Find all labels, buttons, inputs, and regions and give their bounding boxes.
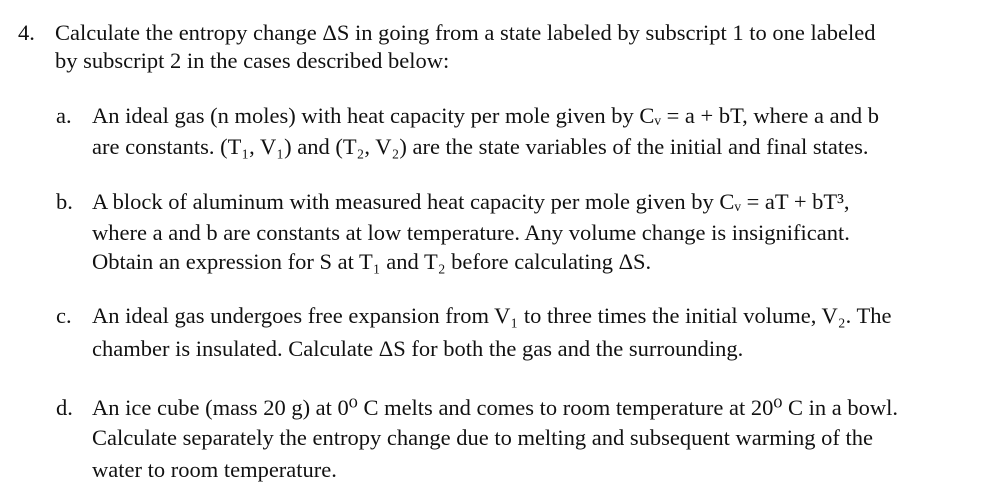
part-d-line-3: water to room temperature.	[92, 457, 337, 482]
part-c-line-1: An ideal gas undergoes free expansion from V₁ to three times the initial volume, V₂. The	[92, 303, 892, 328]
part-d-label: d.	[56, 395, 73, 420]
part-b-line-3: Obtain an expression for S at T₁ and T₂ before calculating ΔS.	[92, 249, 652, 274]
part-b-label: b.	[56, 189, 73, 214]
part-c-label: c.	[56, 303, 72, 328]
part-c-line-2: chamber is insulated. Calculate ΔS for both the gas and the surrounding.	[92, 336, 744, 361]
question-number: 4.	[18, 20, 35, 45]
part-a-line-1: An ideal gas (n moles) with heat capacity per mole given by Cᵥ = a + bT, where a and b	[92, 103, 879, 128]
question-text-line-2: by subscript 2 in the cases described below:	[55, 48, 450, 73]
part-d-line-1: An ice cube (mass 20 g) at 0⁰ C melts and comes to room temperature at 20⁰ C in a bowl.	[92, 395, 898, 420]
question-text-line-1: Calculate the entropy change ΔS in going from a state labeled by subscript 1 to one labeled	[55, 20, 876, 45]
part-a-label: a.	[56, 103, 72, 128]
part-a-line-2: are constants. (T₁, V₁) and (T₂, V₂) are the state variables of the initial and final states.	[92, 134, 869, 159]
part-d-line-2: Calculate separately the entropy change due to melting and subsequent warming of the	[92, 425, 873, 450]
part-b-line-1: A block of aluminum with measured heat capacity per mole given by Cᵥ = aT + bT³,	[92, 189, 850, 214]
part-b-line-2: where a and b are constants at low temperature. Any volume change is insignificant.	[92, 220, 850, 245]
